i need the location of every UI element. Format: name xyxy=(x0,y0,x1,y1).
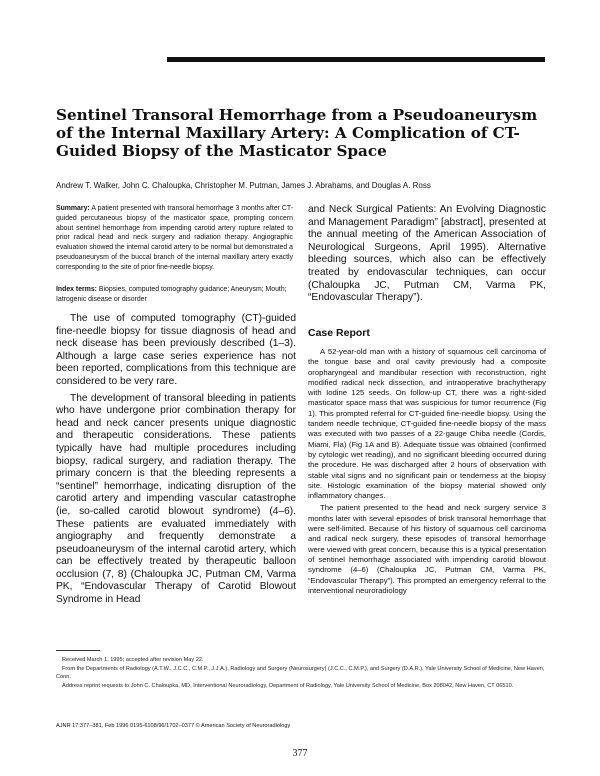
body-left-column xyxy=(56,313,296,611)
header-rule xyxy=(167,57,545,62)
case-report-body xyxy=(308,347,546,598)
footnote-address: Address reprint requests to John C. Chaloupka, MD, Interventional Neuroradiology, Department of Radiology, Yale University School of Medicine, Box 208042, New Haven, CT 06510. xyxy=(62,682,514,689)
footnote-divider xyxy=(56,650,100,651)
index-terms xyxy=(56,285,293,305)
summary-label: Summary: xyxy=(56,205,90,212)
case-paragraph: The patient presented to the head and neck surgery service 3 months later with several episodes of brisk transoral hemorrhage that were self-limited. Because of his history of squamous cell carcinoma and radical neck surgery, these episodes of transoral hemorrhage were viewed with great concern, because this is a typical presentation of sentinel hemorrhage associated with impending carotid blowout syndrome (4–6) (Chaloupka JC, Putman CM, Varma PK, “Endovascular Therapy”). This prompted an emergency referral to the interventional neuroradiology xyxy=(308,503,546,595)
article-title: Sentinel Transoral Hemorrhage from a Pseudoaneurysm of the Internal Maxillary Artery: A Complication of CT-Guided Biopsy of the Masticator Space xyxy=(56,106,538,160)
body-right-column xyxy=(308,204,546,305)
footnotes xyxy=(56,656,550,690)
index-terms-label: Index terms: xyxy=(56,286,97,293)
footnote-affiliation: From the Departments of Radiology (A.T.W., J.C.C., C.M.P., J.J.A.), Radiology and Surgery (Neurosurgery) (J.C.C., C.M.P.), and Surgery (D.A.R.), Yale University School of Medicine, New Haven, Conn. xyxy=(56,665,545,681)
footnote-received: Received March 1, 1995; accepted after revision May 22. xyxy=(62,657,204,663)
case-paragraph: A 52-year-old man with a history of squamous cell carcinoma of the tongue base and oral cavity previously had a composite oropharyngeal and mandibular resection with reconstruction, right modified radical neck dissection, and intraoperative brachytherapy with Iodine 125 seeds. On follow-up CT, there was a right-sided masticator space mass that was suspicious for tumor recurrence (Fig 1). This prompted referral for CT-guided fine-needle biopsy. Using the tandem needle technique, CT-guided fine-needle biopsy of the mass was executed with two passes of a 22-gauge Chiba needle (Cordis, Miami, Fla) (Fig 1A and B). Adequate tissue was obtained (confirmed by cytologic wet reading), and no significant bleeding occurred during the procedure. He was discharged after 2 hours of observation with stable vital signs and no significant pain or tenderness at the biopsy site. Histologic examination of the biopsy material showed only inflammatory changes. xyxy=(308,347,546,501)
author-list: Andrew T. Walker, John C. Chaloupka, Christopher M. Putman, James J. Abrahams, and Douglas A. Ross xyxy=(56,181,431,190)
body-paragraph: The use of computed tomography (CT)-guided fine-needle biopsy for tissue diagnosis of head and neck disease has been previously described (1–3). Although a large case series experience has not been reported, complications from this technique are considered to be very rare. xyxy=(56,313,296,387)
abstract-summary xyxy=(56,204,293,273)
journal-citation: AJNR 17:377–381, Feb 1996 0195-6108/96/1702–0377 © American Society of Neuroradiology xyxy=(56,723,291,729)
summary-text: A patient presented with transoral hemorrhage 3 months after CT-guided percutaneous biopsy of the masticator space, prompting concern about sentinel hemorrhage from impending carotid artery rupture related to prior radical head and neck surgery and radiation therapy. Angiographic evaluation showed the internal carotid artery to be normal but demonstrated a pseudoaneurysm of the buccal branch of the internal maxillary artery exactly corresponding to the site of prior fine-needle biopsy. xyxy=(56,205,293,271)
body-paragraph-continued: and Neck Surgical Patients: An Evolving Diagnostic and Management Paradigm” [abstract], presented at the annual meeting of the American Association of Neurological Surgeons, April 1995). Alternative bleeding sources, which also can be effectively treated by endovascular techniques, can occur (Chaloupka JC, Putman CM, Varma PK, “Endovascular Therapy”). xyxy=(308,204,546,304)
page-number: 377 xyxy=(292,748,308,759)
index-terms-text: Biopsies, computed tomography guidance; Aneurysm; Mouth; Iatrogenic disease or disorder xyxy=(56,286,287,303)
case-report-heading: Case Report xyxy=(308,327,370,339)
body-paragraph: The development of transoral bleeding in patients who have undergone prior combination therapy for head and neck cancer presents unique diagnostic and therapeutic considerations. These patients typically have had multiple procedures including biopsy, radical surgery, and radiation therapy. The primary concern is that the bleeding represents a “sentinel” hemorrhage, indicating disruption of the carotid artery and impending vascular catastrophe (ie, so-called carotid blowout syndrome) (4–6). These patients are evaluated immediately with angiography and frequently demonstrate a pseudoaneurysm of the internal carotid artery, which can be effectively treated by therapeutic balloon occlusion (7, 8) (Chaloupka JC, Putman CM, Varma PK, “Endovascular Therapy of Carotid Blowout Syndrome in Head xyxy=(56,392,296,606)
